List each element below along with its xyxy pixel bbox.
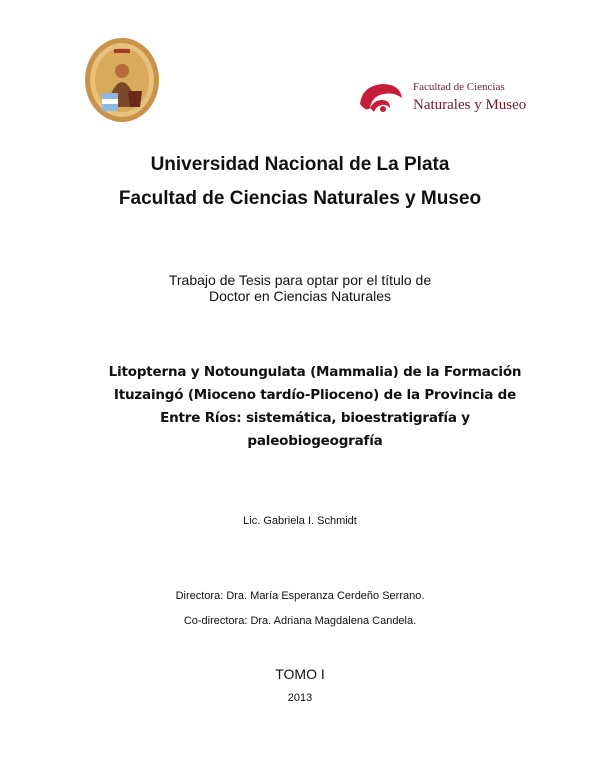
director: Directora: Dra. María Esperanza Cerdeño Serrano. [175,590,425,602]
thesis-title-line4: paleobiogeografía [247,433,383,449]
faculty-logo-line1: Facultad de Ciencias [413,81,505,93]
thesis-note-line1: Trabajo de Tesis para optar por el título de [168,272,432,288]
faculty-logo [356,74,527,124]
author-name: Lic. Gabriela I. Schmidt [243,515,357,527]
co-director: Co-directora: Dra. Adriana Magdalena Candela. [183,615,417,627]
faculty-mark-icon [356,78,406,118]
faculty-name: Facultad de Ciencias Naturales y Museo [118,188,482,209]
faculty-logo-line2: Naturales y Museo [413,97,527,113]
year: 2013 [287,692,313,704]
university-seal-icon [84,37,160,123]
university-name: Universidad Nacional de La Plata [150,154,450,175]
volume-label: TOMO I [275,666,325,682]
thesis-title-line1: Litopterna y Notoungulata (Mammalia) de la Formación [108,364,522,380]
thesis-title-line2: Ituzaingó (Mioceno tardío-Plioceno) de la Provincia de [113,387,517,403]
thesis-title-line3: Entre Ríos: sistemática, bioestratigrafía y [160,410,470,426]
thesis-note-line2: Doctor en Ciencias Naturales [208,288,392,304]
